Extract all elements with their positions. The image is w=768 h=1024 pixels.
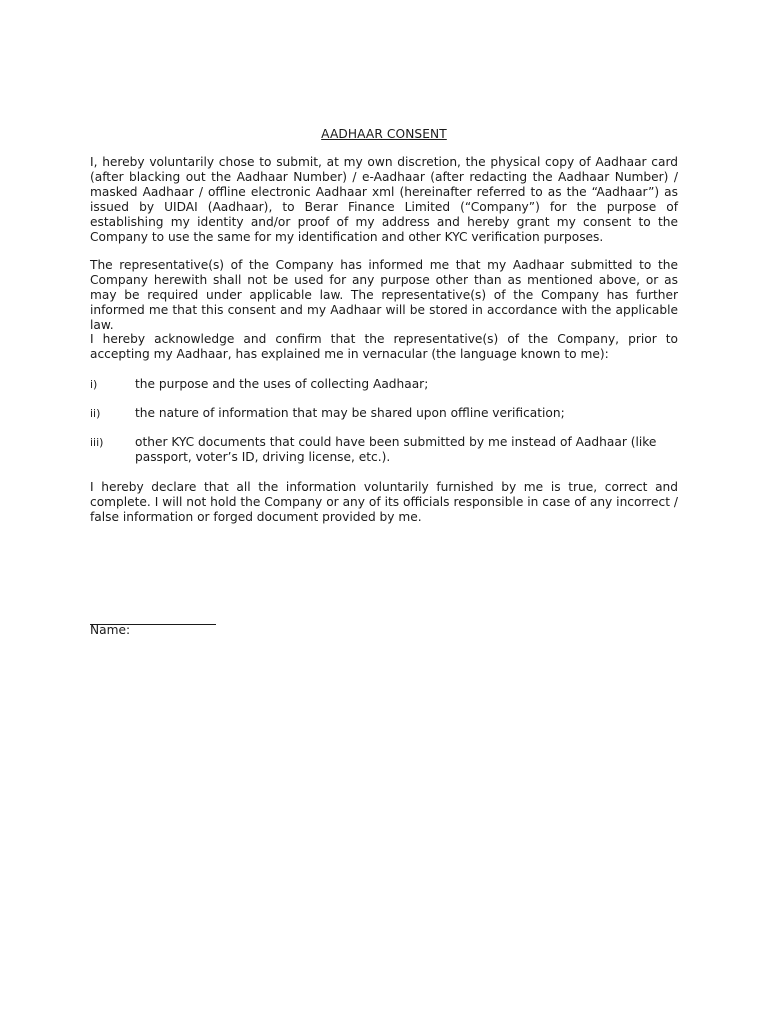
list-marker: ii) [90, 407, 101, 420]
list-item [90, 435, 678, 465]
document-title: AADHAAR CONSENT [321, 127, 447, 141]
list-item-text: the purpose and the uses of collecting Aadhaar; [135, 377, 429, 391]
name-label: Name: [90, 623, 131, 637]
acknowledgement-paragraph: I hereby acknowledge and confirm that the representative(s) of the Company, prior to accepting my Aadhaar, has explained me in vernacular (the language known to me): [90, 332, 678, 361]
list-item [90, 377, 678, 392]
list-item-text: other KYC documents that could have been submitted by me instead of Aadhaar (like passport, voter’s ID, driving license, etc.). [135, 435, 657, 464]
list-marker: iii) [90, 436, 104, 449]
list-marker: i) [90, 378, 98, 391]
list-item-text: the nature of information that may be shared upon offline verification; [135, 406, 565, 420]
usage-paragraph: The representative(s) of the Company has informed me that my Aadhaar submitted to the Company herewith shall not be used for any purpose other than as mentioned above, or as may be required under applicable law. The representative(s) of the Company has further informed me that this consent and my Aadhaar will be stored in accordance with the applicable law. [90, 258, 678, 332]
list-item [90, 406, 678, 421]
consent-paragraph: I, hereby voluntarily chose to submit, at my own discretion, the physical copy of Aadhaar card (after blacking out the Aadhaar Number) / e-Aadhaar (after redacting the Aadhaar Number) / masked Aadhaar / offline electronic Aadhaar xml (hereinafter referred to as the “Aadhaar”) as issued by UIDAI (Aadhaar), to Berar Finance Limited (“Company”) for the purpose of establishing my identity and/or proof of my address and hereby grant my consent to the Company to use the same for my identification and other KYC verification purposes. [90, 155, 678, 244]
declaration-paragraph: I hereby declare that all the information voluntarily furnished by me is true, correct and complete. I will not hold the Company or any of its officials responsible in case of any incorrect / false information or forged document provided by me. [90, 480, 678, 524]
